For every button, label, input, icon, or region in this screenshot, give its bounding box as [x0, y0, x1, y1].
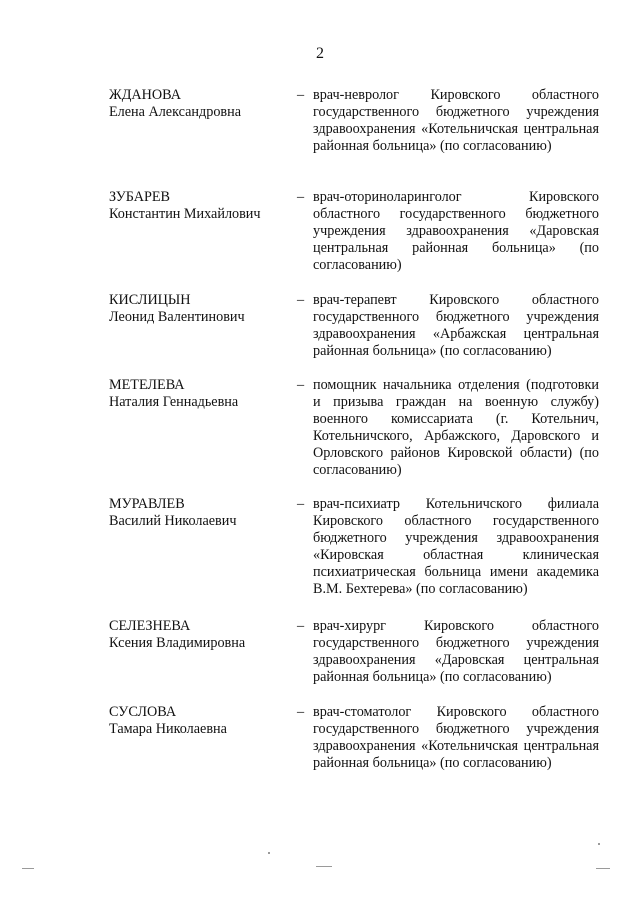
- member-given-names: Тамара Николаевна: [109, 721, 227, 737]
- member-position: врач-невролог Кировского областного государственного бюджетного учреждения здравоохранения «Котельничская центральная районная больница» (по согласованию): [313, 87, 599, 154]
- member-position: врач-хирург Кировского областного государственного бюджетного учреждения здравоохранения «Даровская центральная районная больница» (по согласованию): [313, 618, 599, 685]
- page-number: 2: [316, 45, 324, 62]
- member-name: [109, 189, 284, 223]
- member-surname: КИСЛИЦЫН: [109, 292, 191, 308]
- member-name: [109, 496, 284, 530]
- member-position: помощник начальника отделения (подготовки и призыва граждан на военную службу) военного комиссариата (г. Котельнич, Котельничского, Арбажского, Даровского и Орловского районов Кировской области) (по согласованию): [313, 377, 599, 478]
- member-position: врач-оториноларинголог Кировского областного государственного бюджетного учреждения здравоохранения «Даровская центральная районная больница» (по согласованию): [313, 189, 599, 273]
- member-position: врач-стоматолог Кировского областного государственного бюджетного учреждения здравоохранения «Котельничская центральная районная больница» (по согласованию): [313, 704, 599, 771]
- entry-dash: –: [297, 189, 305, 205]
- entry-dash: –: [297, 496, 305, 512]
- entry-dash: –: [297, 618, 305, 634]
- member-surname: ЖДАНОВА: [109, 87, 181, 103]
- member-name: [109, 292, 284, 326]
- member-position: врач-терапевт Кировского областного государственного бюджетного учреждения здравоохранения «Арбажская центральная районная больница» (по согласованию): [313, 292, 599, 359]
- entry-dash: –: [297, 704, 305, 720]
- entry-dash: –: [297, 87, 305, 103]
- member-given-names: Константин Михайлович: [109, 206, 261, 222]
- member-surname: СУСЛОВА: [109, 704, 177, 720]
- scan-speck: [22, 868, 34, 869]
- member-given-names: Леонид Валентинович: [109, 309, 245, 325]
- entry-dash: –: [297, 377, 305, 393]
- scan-speck: [316, 866, 332, 867]
- member-name: [109, 87, 284, 121]
- scan-speck: [268, 852, 270, 854]
- scan-speck: [598, 843, 600, 845]
- member-name: [109, 377, 284, 411]
- member-position: врач-психиатр Котельничского филиала Кировского областного государственного бюджетного учреждения здравоохранения «Кировская областная клиническая психиатрическая больница имени академика В.М. Бехтерева» (по согласованию): [313, 496, 599, 597]
- member-surname: СЕЛЕЗНЕВА: [109, 618, 191, 634]
- member-given-names: Василий Николаевич: [109, 513, 237, 529]
- member-surname: МУРАВЛЕВ: [109, 496, 185, 512]
- scan-speck: [596, 868, 610, 869]
- member-name: [109, 704, 284, 738]
- member-given-names: Елена Александровна: [109, 104, 241, 120]
- entry-dash: –: [297, 292, 305, 308]
- member-surname: МЕТЕЛЕВА: [109, 377, 185, 393]
- member-surname: ЗУБАРЕВ: [109, 189, 171, 205]
- member-given-names: Наталия Геннадьевна: [109, 394, 239, 410]
- member-name: [109, 618, 284, 652]
- member-given-names: Ксения Владимировна: [109, 635, 246, 651]
